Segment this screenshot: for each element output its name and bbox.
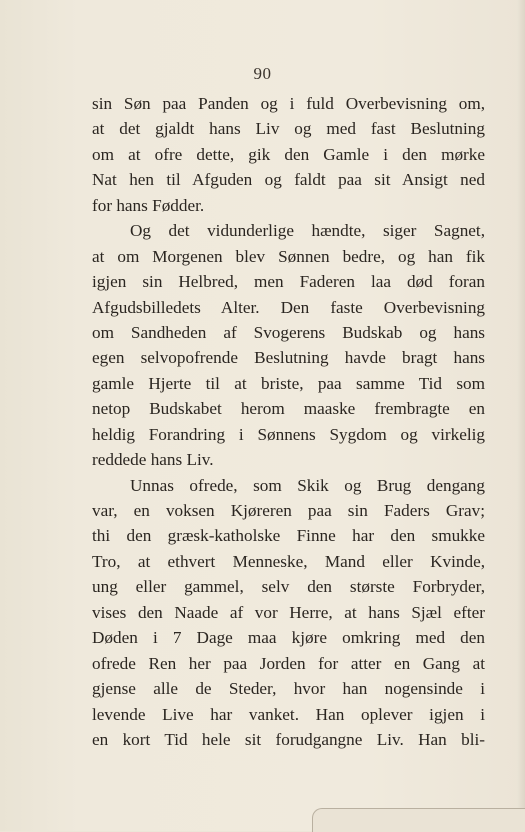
text-line: reddede hans Liv. (92, 450, 214, 470)
text-line: gamle Hjerte til at briste, paa samme Tid som (92, 373, 485, 393)
text-line: Afgudsbilledets Alter. Den faste Overbevisning (92, 297, 485, 317)
text-line: at det gjaldt hans Liv og med fast Beslutning (92, 119, 485, 139)
text-line: om at ofre dette, gik den Gamle i den mørke (92, 144, 485, 164)
text-line: netop Budskabet herom maaske frembragte en (92, 399, 485, 419)
text-line: vises den Naade af vor Herre, at hans Sjæl efter (92, 602, 485, 622)
text-line: igjen sin Helbred, men Faderen laa død foran (92, 272, 485, 292)
body-text (92, 91, 485, 752)
text-line: gjense alle de Steder, hvor han nogensinde i (92, 679, 485, 699)
text-line: at om Morgenen blev Sønnen bedre, og han fik (92, 246, 485, 266)
text-line: thi den græsk-katholske Finne har den smukke (92, 526, 485, 546)
text-line: Unnas ofrede, som Skik og Brug dengang (130, 475, 485, 495)
page-corner-fold (312, 808, 525, 832)
text-line: Og det vidunderlige hændte, siger Sagnet, (130, 221, 485, 241)
text-line: ung eller gammel, selv den største Forbryder, (92, 577, 485, 597)
page-edge-shadow (517, 0, 525, 831)
text-line: for hans Fødder. (92, 195, 205, 215)
page-number: 90 (253, 64, 272, 83)
text-line: Døden i 7 Dage maa kjøre omkring med den (92, 628, 485, 648)
text-line: var, en voksen Kjøreren paa sin Faders Grav; (92, 501, 485, 520)
text-line: om Sandheden af Svogerens Budskab og hans (92, 322, 485, 342)
text-line: egen selvopofrende Beslutning havde bragt hans (92, 348, 485, 368)
text-line: levende Live har vanket. Han oplever igjen i (92, 704, 485, 724)
text-line: Nat hen til Afguden og faldt paa sit Ansigt ned (92, 170, 485, 190)
text-line: en kort Tid hele sit forudgangne Liv. Han bli- (92, 729, 485, 749)
text-line: sin Søn paa Panden og i fuld Overbevisning om, (92, 94, 485, 113)
text-line: Tro, at ethvert Menneske, Mand eller Kvinde, (92, 551, 485, 571)
text-line: heldig Forandring i Sønnens Sygdom og virkelig (92, 424, 485, 444)
text-line: ofrede Ren her paa Jorden for atter en Gang at (92, 653, 485, 673)
